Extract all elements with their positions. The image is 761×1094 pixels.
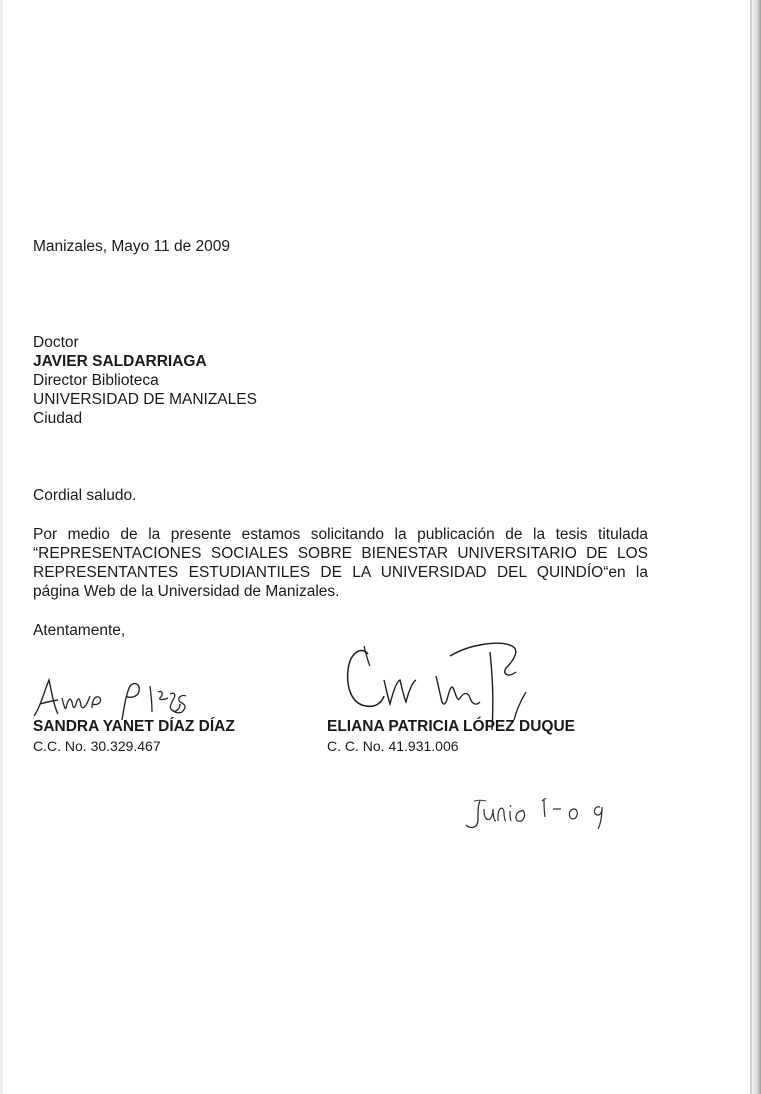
recipient-institution: UNIVERSIDAD DE MANIZALES (33, 391, 257, 408)
signatory-2-id: C. C. No. 41.931.006 (327, 738, 459, 754)
recipient-city: Ciudad (33, 410, 83, 427)
closing: Atentamente, (33, 622, 126, 639)
recipient-name: JAVIER SALDARRIAGA (33, 353, 207, 370)
recipient-title: Doctor (33, 334, 79, 351)
greeting: Cordial saludo. (33, 487, 137, 504)
handwritten-date-note (460, 795, 610, 835)
scan-left-edge (0, 0, 3, 1094)
place-date: Manizales, Mayo 11 de 2009 (33, 238, 231, 255)
body-paragraph: Por medio de la presente estamos solicitando la publicación de la tesis titulada “REPRESENTACIONES SOCIALES SOBRE BIENESTAR UNIVERSITARIO DE LOS REPRESENTANTES ESTUDIANTILES DE LA UNIVERSIDAD DEL QUINDÍO“en la página Web de la Universidad de Manizales. (33, 526, 648, 600)
recipient-position: Director Biblioteca (33, 372, 159, 389)
signatory-1-id: C.C. No. 30.329.467 (33, 738, 161, 754)
signatory-1-name: SANDRA YANET DÍAZ DÍAZ (33, 718, 235, 735)
scan-right-edge (747, 0, 761, 1094)
signatory-2-name: ELIANA PATRICIA LÓPEZ DUQUE (327, 718, 575, 735)
